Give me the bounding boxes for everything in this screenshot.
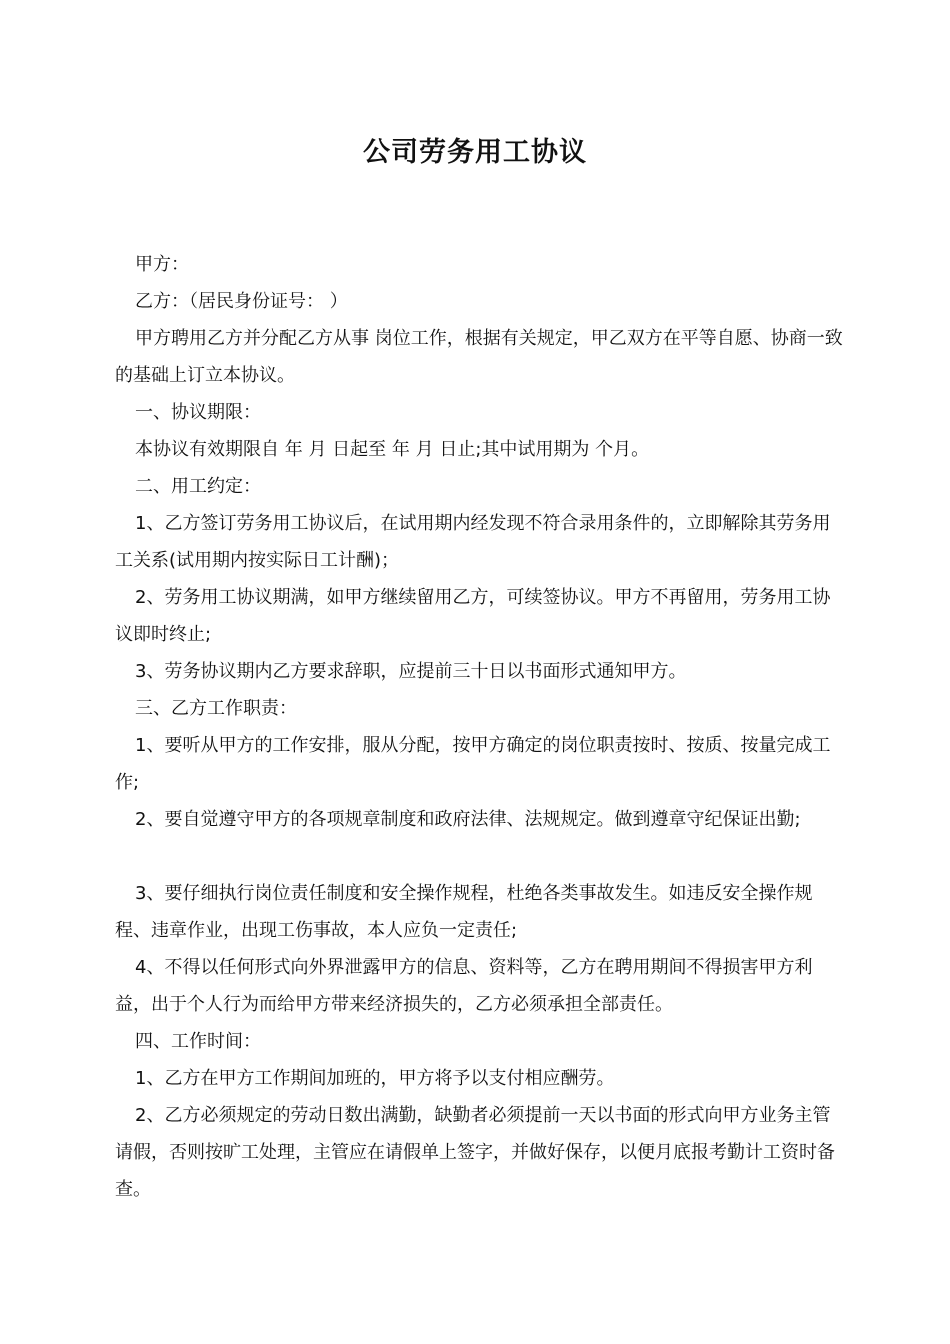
section-heading-duties: 三、乙方工作职责： [135,698,297,719]
section-heading-term: 一、协议期限： [135,402,261,423]
hours-item-2: 2、乙方必须规定的劳动日数出满勤，缺勤者必须提前一天以书面的形式向甲方业务主管请假，否则按旷工处理，主管应在请假单上签字，并做好保存，以便月底报考勤计工资时备查。 [115,1105,835,1200]
duties-item-1: 1、要听从甲方的工作安排，服从分配，按甲方确定的岗位职责按时、按质、按量完成工作; [115,735,831,793]
intro-paragraph: 甲方聘用乙方并分配乙方从事 岗位工作，根据有关规定，甲乙双方在平等自愿、协商一致的基础上订立本协议。 [115,328,843,386]
section-heading-hours: 四、工作时间： [135,1031,261,1052]
party-b-line: 乙方：（居民身份证号： ） [135,291,348,312]
document-body [115,246,845,1208]
blank-line [115,838,845,875]
employment-item-2: 2、劳务用工协议期满，如甲方继续留用乙方，可续签协议。甲方不再留用，劳务用工协议即时终止; [115,587,831,645]
duties-item-3: 3、要仔细执行岗位责任制度和安全操作规程，杜绝各类事故发生。如违反安全操作规程、违章作业，出现工伤事故，本人应负一定责任; [115,883,813,941]
hours-item-1: 1、乙方在甲方工作期间加班的，甲方将予以支付相应酬劳。 [135,1068,615,1089]
party-a-line: 甲方： [135,254,189,275]
employment-item-1: 1、乙方签订劳务用工协议后，在试用期内经发现不符合录用条件的，立即解除其劳务用工关系(试用期内按实际日工计酬)； [115,513,831,571]
employment-item-3: 3、劳务协议期内乙方要求辞职，应提前三十日以书面形式通知甲方。 [135,661,687,682]
document-title: 公司劳务用工协议 [363,137,587,168]
term-paragraph: 本协议有效期限自 年 月 日起至 年 月 日止;其中试用期为 个月。 [135,439,650,460]
section-heading-employment: 二、用工约定： [135,476,261,497]
duties-item-2: 2、要自觉遵守甲方的各项规章制度和政府法律、法规规定。做到遵章守纪保证出勤; [135,809,801,830]
duties-item-4: 4、不得以任何形式向外界泄露甲方的信息、资料等，乙方在聘用期间不得损害甲方利益，出于个人行为而给甲方带来经济损失的，乙方必须承担全部责任。 [115,957,813,1015]
